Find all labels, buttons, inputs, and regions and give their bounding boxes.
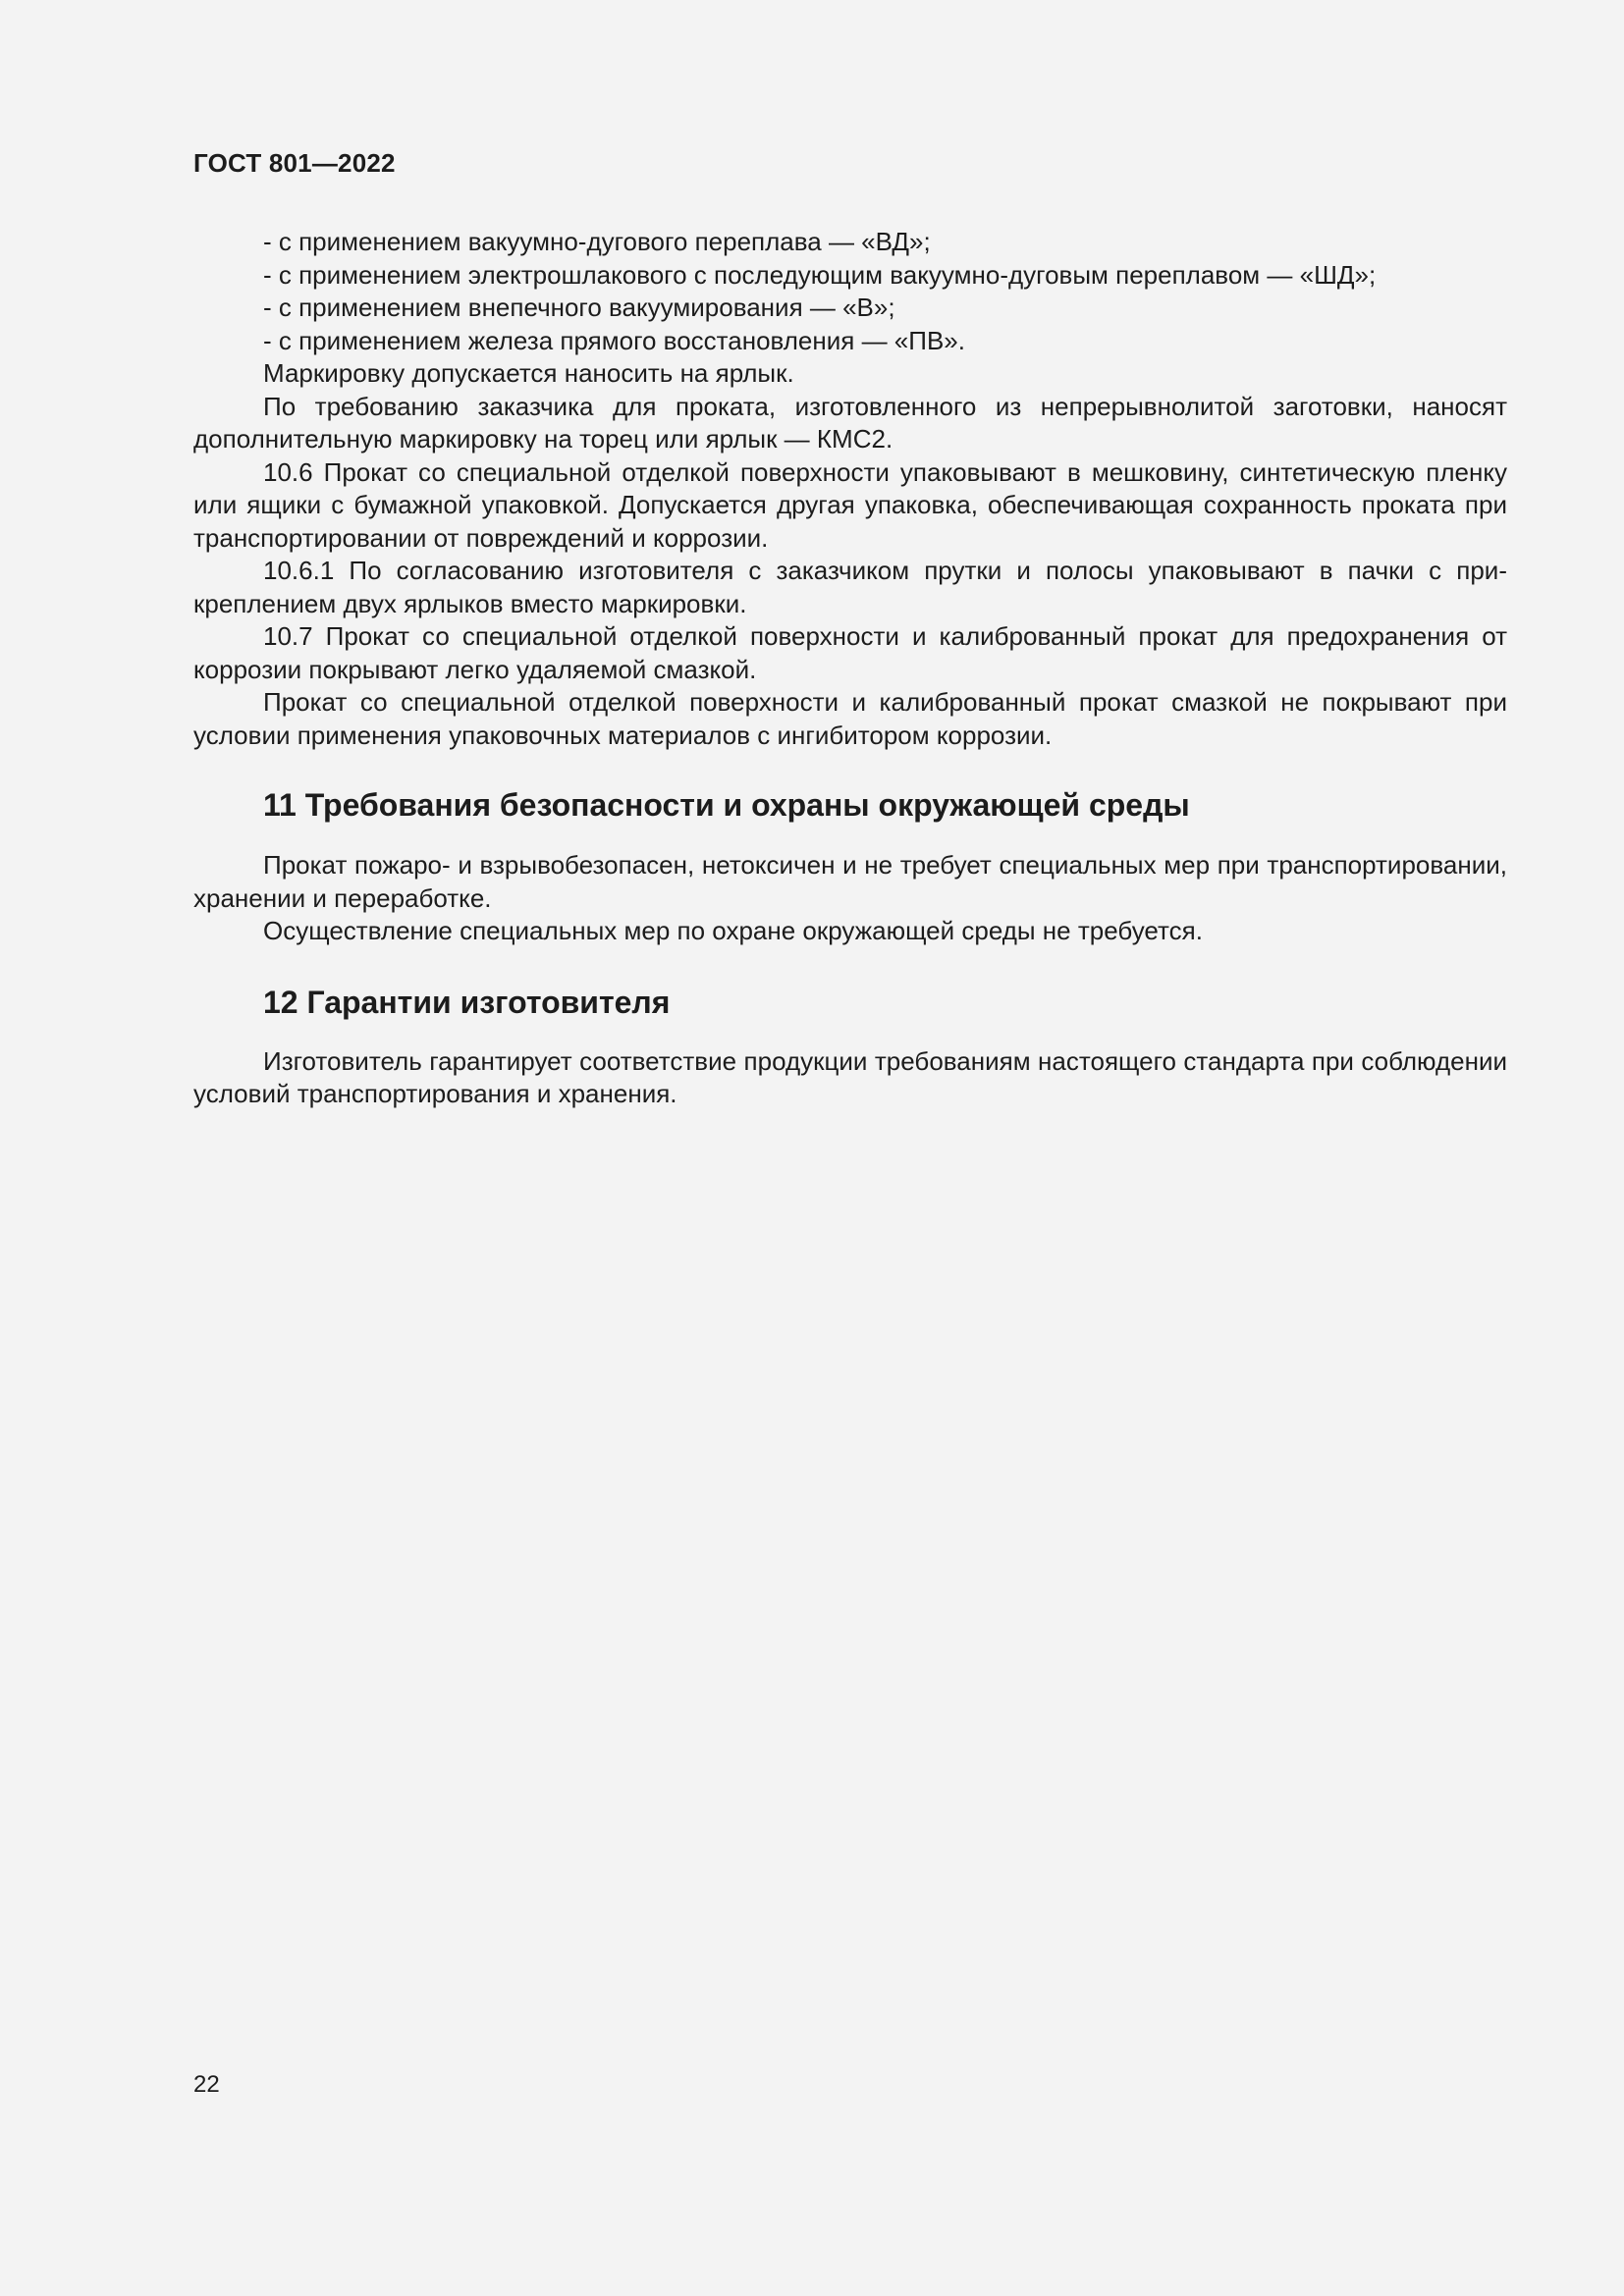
paragraph-kms2: По требованию заказчика для проката, изготовленного из непрерывнолитой заготовки, наносят дополнительную маркировку на торец или ярлык — КМС2. <box>193 391 1507 454</box>
section-11-paragraph-1: Прокат пожаро- и взрывобезопасен, нетоксичен и не требует специальных мер при транспортировании, хранении и переработке. <box>193 850 1507 913</box>
section-11-title: 11 Требования безопасности и охраны окружающей среды <box>263 787 1190 823</box>
section-11-paragraph-2: Осуществление специальных мер по охране окружающей среды не требуется. <box>263 916 1203 945</box>
document-header: ГОСТ 801—2022 <box>193 148 396 178</box>
paragraph-10-7: 10.7 Прокат со специальной отделкой поверхности и калиброванный прокат для предохранения от коррозии покрывают легко удаляемой смазкой. <box>193 621 1507 684</box>
list-item-vd: - с применением вакуумно-дугового переплава — «ВД»; <box>263 227 931 256</box>
section-12-title: 12 Гарантии изготовителя <box>263 984 671 1020</box>
paragraph-10-6-1: 10.6.1 По согласованию изготовителя с заказчиком прутки и полосы упаковывают в пачки с прикреплением двух ярлыков вместо маркировки. <box>193 556 1507 618</box>
section-12-paragraph-1: Изготовитель гарантирует соответствие продукции требованиям настоящего стандарта при соблюдении условий транспортирования и хранения. <box>193 1045 1507 1108</box>
list-item-v: - с применением внепечного вакуумирования — «В»; <box>263 293 895 322</box>
paragraph-10-6: 10.6 Прокат со специальной отделкой поверхности упаковывают в мешковину, синтетическую пленку или ящики с бумажной упаковкой. Допускается другая упаковка, обеспечивающая сохранность проката при транспортировании от повреждений и коррозии. <box>193 456 1507 553</box>
page-number: 22 <box>193 2071 220 2098</box>
paragraph-no-grease: Прокат со специальной отделкой поверхности и калиброванный прокат смазкой не покрывают при условии применения упаковочных материалов с ингибитором коррозии. <box>193 687 1507 750</box>
paragraph-marking-label: Маркировку допускается наносить на ярлык. <box>263 358 794 388</box>
list-item-pv: - с применением железа прямого восстановления — «ПВ». <box>263 325 965 355</box>
list-item-shd: - с применением электрошлакового с последующим вакуумно-дуговым переплавом — «ШД»; <box>263 259 1377 290</box>
document-body <box>193 226 1507 1111</box>
